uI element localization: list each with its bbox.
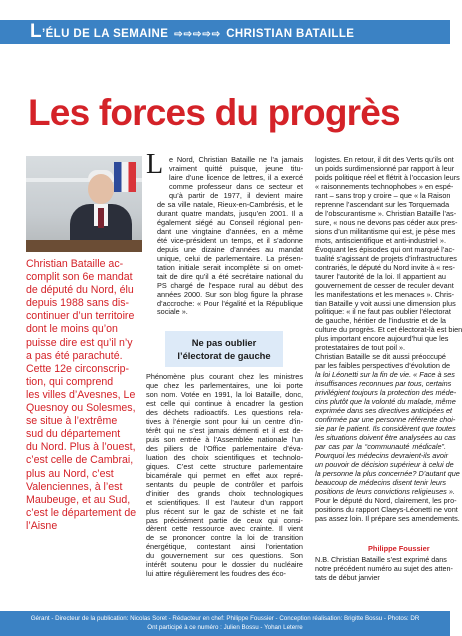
body-text-line: mots, antiscientifique et anti-industriel ». [315, 235, 446, 245]
drop-cap: L [146, 149, 164, 180]
lede-line: l’Aisne [26, 519, 58, 532]
body-text-line: son nom. Votée en 1991, la loi Bataille, donc, [146, 389, 303, 399]
body-text-line: Pourquoi les médecins devraient-ils avoir [315, 450, 449, 460]
body-text-line: reprenne l’ascendant sur les Torquemada [315, 199, 450, 209]
section-banner [0, 20, 450, 44]
body-text-line: luation des choix scientifiques et technolo- [146, 452, 303, 462]
body-text-line: unique, celui de parlementaire. La présen- [157, 253, 303, 263]
lede-line: se situe à l’extrême [26, 415, 118, 428]
body-text-line: la loi Léonetti sur la fin de vie. « Face à ses [315, 370, 455, 380]
body-text-line: des piliers de l’Office parlementaire d’éva- [146, 443, 303, 453]
body-text-line: par cas par la “communauté médicale”. [315, 442, 446, 451]
body-text-line: exprimée dans ses directives anticipées et [315, 406, 453, 416]
body-text-line: qu’à partir de 1977, il devient maire [169, 190, 303, 200]
subheading-box [165, 331, 283, 367]
body-text-line: plus important encore aujourd’hui que les [315, 334, 449, 344]
body-text-line: tation initiale serait incomplète si on omet- [157, 262, 303, 272]
body-text-line: giques. C’est cette structure parlementaire [146, 461, 303, 471]
footer-credits-line-1: Gérant - Directeur de la publication: Nicolas Soret - Rédacteur en chef: Philippe Foussier - Conception réalisation: Brigitte Bossu - Photos: DR [30, 615, 420, 622]
body-text-line: gouvernement de cesser de reculer devant [315, 280, 454, 290]
body-text-line: tives à l’énergie sont pour lui un centre d’in- [146, 416, 303, 426]
body-text-line: été vice-président un temps, et il s’adonne [157, 235, 303, 245]
article-headline: Les forces du progrès [28, 92, 400, 133]
body-text-line: pas assez loin. Il prépare ses amendements. [315, 513, 460, 523]
body-text-line: bicamérale qui permet en effet aux repré- [146, 470, 303, 480]
lede-line: Cette 12e circonscrip- [26, 362, 130, 375]
body-text-line: d’accroche: « Pour l’égalité et la République [157, 298, 303, 308]
body-text-line: sie par le patient. Ils considèrent que toutes [315, 424, 456, 434]
body-text-line: tian Bataille y voit aussi une dimension plus [315, 298, 456, 308]
lede-line: Valenciennes, à l’est [26, 480, 123, 493]
editor-note-line: tats de début janvier [315, 572, 380, 582]
body-text-line: de sa ville natale, Rieux-en-Cambrésis, et le [157, 199, 303, 209]
body-text-line: Phénomène plus courant chez les ministres [146, 372, 303, 381]
footer-credits-line-2: Ont participé à ce numéro : Julien Bossu - Yohan Leterre [147, 624, 303, 631]
body-text-line: lui attire régulièrement les foudres des éco- [146, 569, 286, 579]
body-column-right [315, 155, 462, 524]
body-text-line: la personne la plus concernée? D’autant que [315, 468, 460, 478]
body-text-line: durant quatre mandats, jusqu’en 2001. Il a [157, 208, 303, 218]
body-text-line: depuis une dizaine d’années au mandat [157, 244, 303, 254]
lede-line: du Nord. Plus à l’ouest, [26, 441, 136, 454]
body-text-line: comme professeur dans ce secteur et [169, 181, 303, 191]
body-text-line: térêt qui ne s’est jamais démenti et il est de- [146, 425, 303, 435]
lede-line: sud du département [26, 428, 121, 441]
body-text-line: est celle qui continue à encadrer la gestion [146, 398, 303, 408]
lede-line: puisse dire est qu’il n’y [26, 336, 133, 349]
body-text-line: positions du rapport Claeys-Léonetti ne vont [315, 504, 458, 514]
body-text-line: pas précisément partie de ceux qui consi- [146, 515, 303, 525]
lede-paragraph [26, 258, 142, 533]
body-text-line: vraiment quitté puisque, jeune titu- [169, 163, 303, 173]
body-text-line: culture du progrès. Et cet électorat-là est bien [315, 325, 462, 335]
body-text-line: que chez les parlementaires, une loi porte [146, 380, 303, 390]
lede-line: continuer d’un territoire [26, 310, 135, 323]
lede-line: c’est celle de Cambrai, [26, 454, 134, 467]
lede-line: plus au Nord, c’est [26, 467, 114, 480]
body-text-line: du gouvernement sur ces questions. Son [146, 551, 303, 561]
subheading-line-2: l’électorat de gauche [177, 350, 271, 361]
body-text-line: PS chargé de l’espace rural au début des [157, 280, 303, 290]
lede-line: a pas été parachuté. [26, 349, 123, 362]
lede-line: complit son 6e mandat [26, 271, 133, 284]
banner-person-name: CHRISTIAN BATAILLE [226, 28, 355, 40]
lede-line: de député du Nord, élu [26, 284, 134, 297]
body-text-line: dant une vingtaine d’années, en a même [157, 226, 303, 236]
banner-first-letter: L [30, 21, 43, 42]
body-text-line: logistes. En retour, il dit des Verts qu’ils ont [315, 155, 454, 164]
lede-line: depuis 1988 sans dis- [26, 297, 130, 310]
body-text-line: sure, « nous ne devons pas céder aux pres- [315, 217, 458, 227]
section-banner-text [30, 23, 354, 44]
editor-note [315, 555, 453, 583]
lede-line: Christian Bataille ac- [26, 258, 124, 270]
subheading-line-1: Ne pas oublier [191, 337, 257, 348]
body-text-line: tait de dire qu’il a été secrétaire national du [157, 271, 303, 281]
body-text-line: positions de leurs convictions religieuses ». [315, 486, 455, 496]
body-text-line: poids politique réel et flétrit à l’occasion leurs [315, 172, 460, 182]
body-text-line: protestataires de tout poil ». [315, 343, 406, 353]
body-text-line: intérêt soutenu pour le dossier du nucléaire [146, 560, 303, 570]
body-text-line: sentants du peuple de contrôler et parfois [146, 479, 303, 489]
body-text-line: Pour le député du Nord, clairement, les pro- [315, 495, 457, 505]
lede-line: Quesnoy ou Solesmes, [26, 402, 136, 415]
flag-icon [114, 162, 136, 192]
body-text-line: tualité s’agissant de projets d’infrastructures [315, 253, 457, 263]
lede-line: les villes d’Avesnes, Le [26, 388, 136, 401]
body-text-line: Évoquant les épisodes qui ont marqué l’ac- [315, 244, 455, 254]
lede-line: c’est le département de [26, 506, 137, 519]
body-text-line: et scientifiques. Il est l’auteur d’un rapport [146, 497, 303, 507]
body-column-middle-bottom [146, 373, 303, 579]
body-text-line: cins plutôt que la volonté du malade, même [315, 397, 456, 407]
body-text-line: politique: « il ne faut pas oublier l’électorat [315, 307, 451, 317]
body-text-line: d’initier des grands choix technologiques [146, 488, 303, 498]
lede-line: dont le moins qu’on [26, 323, 118, 336]
body-text-line: sociale ». [157, 307, 188, 317]
body-text-line: par les faibles perspectives d’évolution de [315, 361, 451, 371]
body-text-line: confirmée par une personne référente choi- [315, 415, 456, 425]
body-text-line: de l’obscurantisme ». Christian Bataille l’as- [315, 208, 457, 218]
body-text-line: des déchets radioactifs. Les questions rela- [146, 407, 303, 417]
body-text-line: de se prononcer contre la loi de transition [146, 533, 303, 543]
body-text-line: également siégé au Conseil régional pen- [157, 217, 303, 227]
body-text-line: « raisonnements technophobes » en espé- [315, 181, 454, 191]
banner-section-label: ’ÉLU DE LA SEMAINE [42, 28, 169, 40]
body-text-line: laire d’une licence de lettres, il a exercé [169, 172, 303, 182]
body-text-line: beaucoup de médecins disent tenir leurs [315, 477, 447, 487]
body-text-line: insuffisances reconnues par tous, certains [315, 379, 452, 389]
body-column-middle-top [157, 156, 303, 317]
banner-arrows-icon: ⇨⇨⇨⇨⇨ [174, 29, 222, 40]
body-text-line: dèrent cette ressource avec crainte. Il vient [146, 524, 303, 534]
lede-line: Maubeuge, et au Sud, [26, 493, 131, 506]
body-text-line: un poids surdimensionné par rapport à leur [315, 163, 455, 173]
body-text-line: sions d’un militantisme qui est, je pèse mes [315, 226, 456, 236]
body-text-line: les situations doivent être analysées au cas [315, 433, 456, 443]
body-text-line: puis son entrée à l’Assemblée nationale l’un [146, 434, 303, 444]
editor-note-line: notre précédent numéro au sujet des atten- [315, 563, 453, 573]
body-text-line: rant – sans trop y croire – que « la Raison [315, 190, 451, 200]
body-text-line: les manifestations et les menaces ». Chris- [315, 289, 455, 299]
body-text-line: plus récent sur le gaz de schiste et ne fait [146, 506, 303, 516]
body-text-line: Christian Bataille se dit aussi préoccupé [315, 352, 446, 362]
body-text-line: de gauche, héritier de l’industrie et de la [315, 316, 446, 326]
editor-note-line: N.B. Christian Bataille s’est exprimé dans [315, 555, 447, 564]
body-text-line: privilégient toujours la protection des méde- [315, 388, 457, 398]
body-text-line: un pouvoir de décision supérieur à celui de [315, 459, 454, 469]
credits-footer [0, 611, 450, 636]
body-text-line: contrariés, le député du Nord invite à « res- [315, 262, 455, 272]
author-signature: Philippe Foussier [368, 544, 430, 553]
body-text-line: années 2000. Sur son blog figure la phrase [157, 289, 303, 299]
portrait-photo [26, 156, 142, 252]
body-text-line: taurer l’autorité de la loi. Il appartient au [315, 271, 446, 281]
lede-line: tion, qui comprend [26, 375, 114, 388]
body-text-line: e Nord, Christian Bataille ne l’a jamais [169, 155, 303, 164]
body-text-line: énergétique, contestant ainsi l’orientation [146, 542, 303, 552]
